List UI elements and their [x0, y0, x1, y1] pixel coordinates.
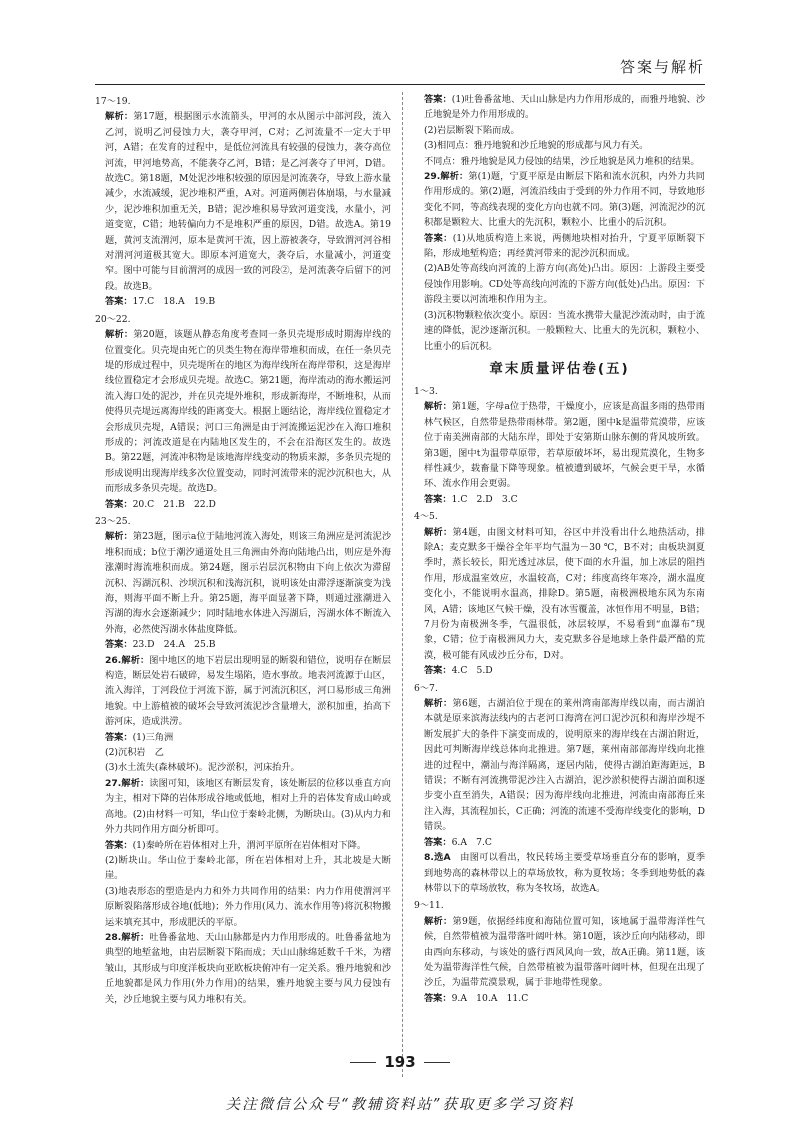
answer-line: (3)地表形态的塑造是内力和外力共同作用的结果：内力作用使渭河平原断裂陷落形成谷地(低地)；外力作用(风力、流水作用等)将沉积物搬运来填充其中，形成肥沃的平原。 [105, 885, 391, 928]
answer-label: 答案： [105, 731, 133, 743]
question-range: 6～7. [414, 682, 438, 694]
answer-block [95, 637, 391, 652]
answer-label: 答案： [105, 296, 133, 308]
explanation-block [95, 529, 391, 637]
answer-line: (3)沉积物颗粒依次变小。原因：当流水携带大量泥沙流动时，由于流速的降低，泥沙逐渐沉积。一般颗粒大、比重大的先沉积，颗粒小、比重小的后沉积。 [424, 309, 705, 352]
answer-label: 答案： [424, 232, 453, 244]
answer-block [414, 835, 705, 850]
column-divider [402, 92, 403, 1077]
answer-text: (1)从地质构造上来说，两侧地块相对抬升，宁夏平原断裂下陷，形成地堑构造；再经黄河带来的泥沙沉积而成。 [424, 232, 705, 260]
explanation-text: 第(1)题，宁夏平原是由断层下陷和流水沉积，内外力共同作用形成的。第(2)题，河流沿线由于受到的外力作用不同，导致地形变化不同，等高线表现的变化方向也就不同。第(3)题，河流泥沙的沉积都是颗粒大、比重大的先沉积，颗粒小、比重小的后沉积。 [424, 171, 705, 229]
explanation-block [95, 930, 391, 1007]
answer-block [414, 991, 705, 1006]
answer-text: 9.A 10.A 11.C [451, 992, 529, 1004]
explanation-label: 27.解析： [105, 777, 150, 789]
answer-label: 答案： [105, 639, 133, 651]
question-range: 1～3. [414, 385, 438, 397]
explanation-block [414, 399, 705, 491]
explanation-block [414, 914, 705, 991]
explanation-block [95, 109, 391, 294]
explanation-label: 解析： [424, 698, 453, 710]
answer-line: 不同点：雅丹地貌是风力侵蚀的结果，沙丘地貌是风力堆积的结果。 [424, 155, 700, 167]
question-range: 4～5. [414, 511, 438, 523]
answer-block [414, 231, 705, 262]
explanation-text: 第20题，该题从静态角度考查同一条贝壳堤形成时期海岸线的位置变化。贝壳堤由死亡的贝类生物在海岸带堆积而成，在任一条贝壳堤的形成过程中，贝壳堤所在的地区为海岸线所在海岸带积，这是海岸线位置稳定才会形成贝壳堤。故选C。第21题，海岸流动的海水搬运河流入海口处的泥沙，并在贝壳堤外堆积，形成新海岸，不断堆积，从而使得贝壳堤远离海岸线的距离变大。根据上题结论，海岸线位置稳定才会形成贝壳堤，A错误；河口三角洲是由于河流搬运泥沙在入海口堆积形成的；河流改道是在内陆地区发生的，不会在沿海区发生的。故选B。第22题，河流冲积物是该地海岸线变动的物质来源，多条贝壳堤的形成说明出现海岸线多次位置变动，同时河流带来的泥沙沉积也大，从而形成多条贝壳堤。故选D。 [105, 329, 391, 495]
explanation-text: 第17题，根据图示水流箭头，甲河的水从图示中部河段，流入乙河，说明乙河侵蚀力大，袭夺甲河，C对；乙河流量不一定大于甲河，A错；在发育的过程中，是低位河流具有较强的侵蚀力，袭夺高位河流，甲河地势高，不能袭夺乙河，B错；是乙河袭夺了甲河，D错。故选C。第18题，M处泥沙堆积较强的原因是河流袭夺，导致上游水量减少，水流减缓，泥沙堆积严重，A对。河道两侧岩体崩塌，与水量减少，泥沙堆积加重无关，B错；泥沙堆积易导致河道变浅，水量小，河道变宽，C错；地转偏向力不是堆积严重的原因，D错。故选A。第19题，黄河支流渭河，原本是黄河干流，因上游被袭夺，导致渭河河谷相对渭河河道极其宽大。即原本河道宽大，袭夺后，水量减小，河道变窄。图中可能与目前渭河的成因一致的河段②，是河流袭夺后留下的河段。故选B。 [105, 111, 391, 292]
answer-label: 答案： [424, 836, 452, 848]
explanation-label: 解析： [424, 401, 452, 413]
explanation-text: 第4题，由图文材料可知，谷区中并没看出什么地热活动，排除A；麦克默多干燥谷全年平均气温为－30 ℃，B不对；由板块洞夏季时，蒸长较长，阳光透过冰层，使下面的水升温，加上冰层的阻挡作用，形成温室效应，水温较高，C对；纬度高终年寒冷，湖水温度变化小，不能说明水温高，排除D。第5题，南极洲极地东风为东南风，A错；该地区气候干燥，没有冰雪覆盖，冰恒作用不明显，B错；7月份为南极洲冬季，气温很低，冰层较厚，不易看到“血瀑布”现象，C错；位于南极洲风力大，麦克默多谷是地球上条件最严酷的荒漠，极可能有风成沙丘分布，D对。 [424, 526, 705, 661]
explanation-block [95, 653, 391, 730]
answer-block [414, 663, 705, 678]
answer-block [95, 838, 391, 853]
answer-text: 6.A 7.C [451, 836, 492, 848]
page-number-dash-right [424, 1062, 450, 1063]
explanation-label: 解析： [105, 329, 134, 341]
explanation-label: 29.解析： [424, 171, 469, 183]
left-column [95, 92, 391, 1077]
question-range: 23～25. [95, 515, 131, 527]
page-number-dash-left [350, 1062, 376, 1063]
answer-text: (1)三角洲 [132, 731, 174, 743]
footer-note: 关注微信公众号“教辅资料站”获取更多学习资料 [225, 1097, 575, 1113]
answer-label: 答案： [424, 94, 452, 105]
answer-line: (2)断块山。华山位于秦岭北部，所在岩体相对上升，其北坡是大断崖。 [105, 854, 391, 882]
explanation-block [95, 776, 391, 838]
explanation-text: 图中地区的地下岩层出现明显的断裂和错位，说明存在断层构造，断层处岩石破碎，易发生塌陷，造水事故。地表河流源于山区，流入海洋，丁河段位于河流下游，属于河流沉积区，河口易形成三角洲地貌。中上游植被的破坏会导致河流泥沙含量增大，淤积加重，抬高下游河床，造成洪涝。 [105, 654, 391, 728]
answer-text: 20.C 21.B 22.D [132, 498, 216, 510]
answer-text: (1)吐鲁番盆地、天山山脉是内力作用形成的，而雅丹地貌、沙丘地貌是外力作用形成的。 [424, 94, 705, 121]
explanation-label: 28.解析： [105, 931, 150, 943]
answer-text: 4.C 5.D [451, 665, 493, 677]
explanation-block [414, 525, 705, 664]
explanation-label: 解析： [424, 915, 453, 927]
answer-block [414, 92, 705, 123]
explanation-text: 第23题，图示a位于陆地河流入海处，则该三角洲应是河流泥沙堆积而成；b位于潮汐通道处且三角洲由外海向陆地凸出，则应是外海涨潮时海流堆积而成。第24题，图示岩层沉积物由下向上依次为滞留沉积、泻湖沉积、沙坝沉积和浅海沉积，说明该处由滞浮逐渐演变为浅海，则海平面不断上升。第25题，海平面显著下降，则通过涨潮进入泻湖的海水会逐渐减少；同时陆地水体进入泻湖后，泻湖水体不断流入外海，必然使泻湖水体盐度降低。 [105, 531, 391, 635]
explanation-label: 解析： [424, 526, 453, 538]
answer-line: (2)沉积岩 乙 [105, 747, 164, 759]
answer-line: (3)相同点：雅丹地貌和沙丘地貌的形成都与风力有关。 [424, 140, 649, 152]
header-title: 答案与解析 [619, 58, 705, 76]
answer-block [95, 497, 391, 512]
answer-line: (2)岩层断裂下陷而成。 [424, 124, 520, 136]
answer-label: 答案： [424, 493, 452, 505]
answer-text: (1)秦岭所在岩体相对上升，渭河平原所在岩体相对下降。 [132, 839, 367, 851]
answer-block [414, 492, 705, 507]
page-header [95, 40, 705, 85]
answer-label: 答案： [424, 992, 452, 1004]
explanation-label: 26.解析： [105, 654, 150, 666]
explanation-block [414, 696, 705, 835]
answer-block [95, 294, 391, 309]
explanation-block [414, 169, 705, 231]
explanation-block [414, 850, 705, 896]
explanation-text: 读图可知，该地区有断层发育，该处断层的位移以垂直方向为主，相对下降的岩体形成谷地或低地，相对上升的岩体发育成山岭或高地。(2)由材料一可知，华山位于秦岭北侧，为断块山。(3)从内力和外力共同作用方面分析即可。 [105, 777, 391, 836]
explanation-text: 第9题，依据经纬度和海陆位置可知，该地属于温带海洋性气候，自然带植被为温带落叶阔叶林。第10题，该沙丘向内陆移动，即由西向东移动，与该处的盛行西风风向一致，故A正确。第11题，该处为温带海洋性气候，自然带植被为温带落叶阔叶林，但现在出现了沙丘，为温带荒漠景观，属于非地带性现象。 [424, 915, 705, 989]
page-number [0, 1053, 800, 1071]
answer-text: 23.D 24.A 25.B [132, 639, 216, 651]
explanation-text: 吐鲁番盆地、天山山脉都是内力作用形成的。吐鲁番盆地为典型的地堑盆地，由岩层断裂下陷而成；天山山脉绵延数千千米，为褶皱山，其形成与印度洋板块向亚欧板块俯冲有一定关系。雅丹地貌和沙丘地貌都是风力作用(外力作用)的结果，雅丹地貌主要与风力侵蚀有关，沙丘地貌主要与风力堆积有关。 [105, 931, 391, 1005]
answer-label: 答案： [424, 665, 452, 677]
answer-text: 17.C 18.A 19.B [132, 296, 216, 308]
section-title: 章末质量评估卷(五) [489, 360, 630, 377]
answer-label: 答案： [105, 839, 133, 851]
explanation-text: 第6题，古湖泊位于现在的莱州湾南部海岸线以南，而古湖泊本就是原来滨海法线内的古老河口海湾在河口泥沙沉积和海岸沙堤不断发展扩大的条件下演变而成的，说明原来的海岸线在古湖泊附近，因此可判断海岸线总体向北推进。第7题，莱州南部部海岸线向北推进的过程中，潮汕与海洋隔离，逐居内陆，使得古湖泊距海距远，B错误；不断有河流携带泥沙注入古湖泊，泥沙淤积使得古湖泊面积逐步变小直至消失，A错误；因为海岸线向北推进，河流由南部海丘来注入海，其流程加长，C正确；河流的流速不受海岸线变化的影响，D错误。 [424, 698, 705, 833]
explanation-text: 第1题，字母a位于热带，干燥度小，应该是高温多雨的热带雨林气候区，自然带是热带雨林带。第2题，图中k是温带荒漠带，应该位于南美洲南部的大陆东岸，即处于安第斯山脉东侧的背风坡所致。第3题，图中t为温带草原带，若草原破坏坏，易出现荒漠化，生物多样性减少，载畜量下降等现象。植被遭到破坏，气候会更干旱，水循环、流水作用会更弱。 [424, 401, 705, 490]
answer-line: (2)AB处等高线向河流的上游方向(高处)凸出。原因：上游段主要受侵蚀作用影响。CD处等高线向河流的下游方向(低处)凸出。原因：下游段主要以河流堆积作用为主。 [424, 263, 705, 306]
answer-line: (3)水土流失(森林破坏)。泥沙淤积，河床抬升。 [105, 762, 300, 774]
answer-text: 1.C 2.D 3.C [451, 493, 518, 505]
answer-block [95, 730, 391, 745]
explanation-label: 解析： [105, 111, 134, 123]
explanation-label: 解析： [105, 531, 133, 543]
question-range: 17～19. [95, 96, 131, 107]
question-range: 20～22. [95, 313, 131, 325]
explanation-label: 8.选A [424, 852, 451, 864]
explanation-block [95, 327, 391, 496]
question-range: 9～11. [414, 900, 444, 912]
explanation-text: 由图可以看出，牧民转场主要受草场垂直分布的影响，夏季到地势高的森林带以上的草场放牧，称为夏牧场；冬季到地势低的森林带以下的草场放牧，称为冬牧场，故选A。 [424, 852, 705, 894]
answer-label: 答案： [105, 498, 133, 510]
right-column [414, 92, 705, 1077]
page-number-value: 193 [384, 1053, 416, 1071]
